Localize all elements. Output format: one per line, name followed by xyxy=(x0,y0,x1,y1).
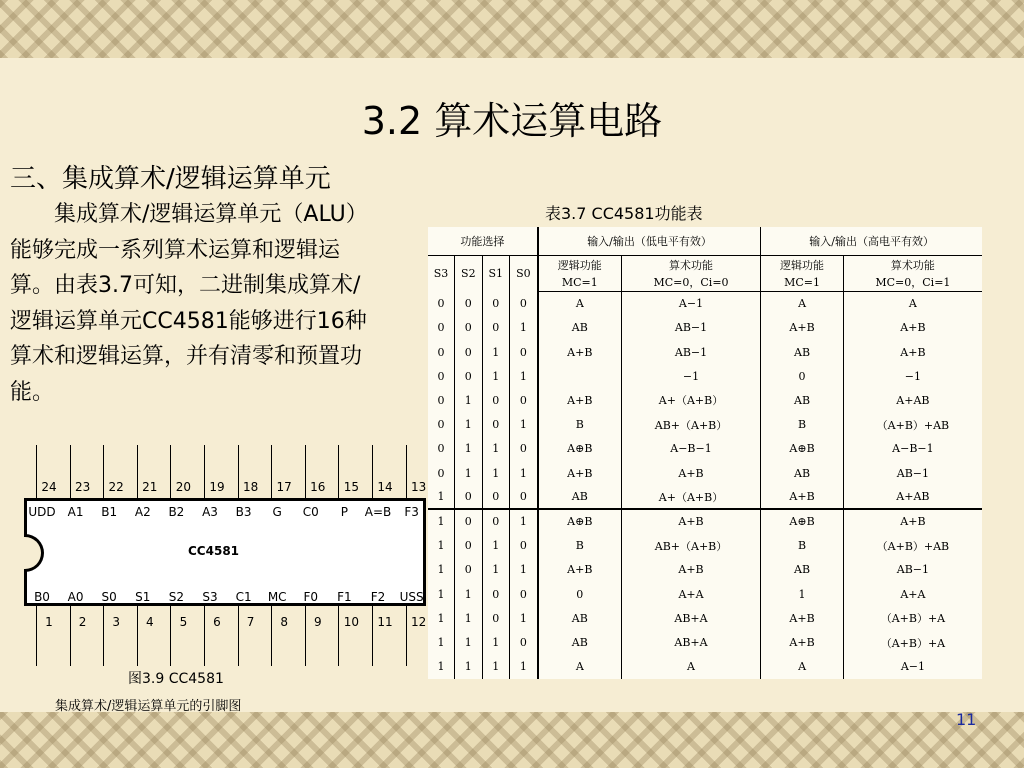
low-logic-cell: A⊕B xyxy=(538,437,621,461)
select-bit-s0: 0 xyxy=(509,340,537,364)
select-bit-s2: 1 xyxy=(455,388,482,412)
select-bit-s0: 1 xyxy=(509,558,537,582)
low-arith-cell: A+B xyxy=(621,509,761,533)
low-logic-cell: AB xyxy=(538,630,621,654)
header-s1: S1 xyxy=(482,255,509,291)
high-arith-cell: A−B−1 xyxy=(843,437,982,461)
low-logic-cell: A xyxy=(538,292,621,316)
high-logic-cell: AB xyxy=(761,558,844,582)
low-logic-cell: B xyxy=(538,534,621,558)
high-arith-cell: AB−1 xyxy=(843,558,982,582)
low-logic-cell: 0 xyxy=(538,582,621,606)
select-bit-s0: 1 xyxy=(509,316,537,340)
pin-number-top: 15 xyxy=(343,480,360,494)
select-bit-s3: 1 xyxy=(437,636,445,649)
low-logic-cell: A⊕B xyxy=(538,509,621,533)
select-bit-s3: 1 xyxy=(437,490,445,504)
pin-diagram xyxy=(18,440,427,690)
body-paragraph: 集成算术/逻辑运算单元（ALU）能够完成一系列算术运算和逻辑运算。由表3.7可知，二进制集成算术/逻辑运算单元CC4581能够进行16种算术和逻辑运算，并有清零和预置功能。 xyxy=(10,202,368,405)
high-arith-cell: （A+B）+AB xyxy=(843,534,982,558)
select-bit-s1: 0 xyxy=(482,582,509,606)
header-s3: S3 xyxy=(433,267,449,281)
header-low-logic-mc: MC=1 xyxy=(538,273,621,291)
select-bit-s1: 0 xyxy=(482,509,509,533)
pin-name-bottom: F2 xyxy=(370,590,386,604)
page-number: 11 xyxy=(956,710,977,729)
high-logic-cell: A xyxy=(761,292,844,316)
pin-number-top: 22 xyxy=(108,480,124,494)
table-row xyxy=(428,292,982,316)
select-bit-s1: 1 xyxy=(482,655,509,679)
select-bit-s3: 1 xyxy=(428,509,455,533)
select-bit-s3: 0 xyxy=(437,369,445,383)
decorative-border-top xyxy=(0,0,1024,58)
pin-number-top: 24 xyxy=(41,480,57,494)
figure-subcaption: 集成算术/逻辑运算单元的引脚图 xyxy=(55,699,242,714)
low-logic-cell: A+B xyxy=(538,340,621,364)
select-bit-s0: 0 xyxy=(509,582,537,606)
table-row xyxy=(428,316,982,340)
select-bit-s2: 0 xyxy=(455,558,482,582)
pin-name-top: UDD xyxy=(28,505,56,519)
low-arith-cell: AB−1 xyxy=(621,316,761,340)
pin-number-bottom: 5 xyxy=(179,615,188,629)
header-s2: S2 xyxy=(455,255,482,291)
select-bit-s0: 1 xyxy=(509,606,537,630)
select-bit-s3: 0 xyxy=(437,466,445,480)
select-bit-s2: 0 xyxy=(455,340,482,364)
low-logic-cell: A+B xyxy=(538,558,621,582)
low-arith-cell: AB+（A+B） xyxy=(621,534,761,558)
select-bit-s1: 1 xyxy=(482,630,509,654)
pin-name-top: C0 xyxy=(302,505,319,519)
pin-number-bottom: 9 xyxy=(313,615,322,629)
high-logic-cell: B xyxy=(761,413,844,437)
low-logic-cell: AB xyxy=(538,316,621,340)
pin-number-bottom: 3 xyxy=(112,615,120,629)
pin-name-bottom: S3 xyxy=(202,590,218,604)
low-arith-cell: AB+A xyxy=(621,606,761,630)
low-logic-cell: AB xyxy=(538,485,621,509)
select-bit-s3: 0 xyxy=(437,418,445,432)
table-row xyxy=(428,485,982,509)
low-arith-cell: A+B xyxy=(621,461,761,485)
select-bit-s2: 1 xyxy=(455,437,482,461)
pin-number-top: 20 xyxy=(175,480,192,494)
table-row xyxy=(428,534,982,558)
table-row xyxy=(428,655,982,679)
select-bit-s0: 0 xyxy=(509,292,537,316)
pin-number-top: 13 xyxy=(410,480,427,494)
table-caption: 表3.7 CC4581功能表 xyxy=(545,204,703,223)
select-bit-s2: 1 xyxy=(455,413,482,437)
pin-name-bottom: S0 xyxy=(101,590,117,604)
low-arith-cell: A xyxy=(621,655,761,679)
pin-number-top: 23 xyxy=(74,480,91,494)
pin-name-top: A2 xyxy=(134,505,151,519)
decorative-border-bottom xyxy=(0,712,1024,768)
select-bit-s2: 1 xyxy=(455,461,482,485)
select-bit-s1: 0 xyxy=(482,485,509,509)
pin-number-bottom: 7 xyxy=(246,615,255,629)
select-bit-s2: 0 xyxy=(455,485,482,509)
header-low-logic: 逻辑功能 xyxy=(538,255,621,273)
table-row xyxy=(428,364,982,388)
pin-name-bottom: F1 xyxy=(337,590,352,604)
select-bit-s2: 1 xyxy=(455,630,482,654)
high-logic-cell: B xyxy=(761,534,844,558)
table-row xyxy=(428,437,982,461)
chip-notch xyxy=(24,534,44,572)
high-logic-cell: A⊕B xyxy=(761,509,844,533)
select-bit-s3: 1 xyxy=(437,587,445,601)
select-bit-s2: 1 xyxy=(455,606,482,630)
pin-name-top: A=B xyxy=(364,505,392,519)
select-bit-s3: 0 xyxy=(437,321,445,335)
select-bit-s0: 0 xyxy=(509,630,537,654)
select-bit-s0: 1 xyxy=(509,509,537,533)
pin-name-bottom: B0 xyxy=(34,590,50,604)
pin-number-bottom: 4 xyxy=(145,615,154,629)
pin-number-bottom: 1 xyxy=(45,615,53,629)
select-bit-s2: 1 xyxy=(455,582,482,606)
pin-name-top: B2 xyxy=(168,505,185,519)
select-bit-s1: 1 xyxy=(482,534,509,558)
low-arith-cell: −1 xyxy=(621,364,761,388)
high-arith-cell: （A+B）+A xyxy=(843,630,982,654)
figure-caption: 图3.9 CC4581 xyxy=(128,671,224,687)
pin-name-top: G xyxy=(272,505,282,519)
low-logic-cell: A xyxy=(538,655,621,679)
high-logic-cell: A+B xyxy=(761,316,844,340)
pin-name-bottom: C1 xyxy=(235,590,252,604)
table-row xyxy=(428,461,982,485)
pin-name-bottom: USS xyxy=(399,590,424,604)
slide-title: 3.2 算术运算电路 xyxy=(361,99,663,143)
select-bit-s2: 0 xyxy=(455,534,482,558)
high-arith-cell: （A+B）+A xyxy=(843,606,982,630)
header-high-active: 输入/输出（高电平有效） xyxy=(761,227,982,255)
header-high-arith-mc: MC=0，Ci=1 xyxy=(843,273,982,291)
high-arith-cell: A+AB xyxy=(843,388,982,412)
pin-name-top: B3 xyxy=(235,505,252,519)
select-bit-s0: 1 xyxy=(509,461,537,485)
high-logic-cell: AB xyxy=(761,340,844,364)
table-row xyxy=(428,630,982,654)
high-arith-cell: A xyxy=(843,292,982,316)
header-s0: S0 xyxy=(509,255,537,291)
high-arith-cell: A+B xyxy=(843,509,982,533)
select-bit-s1: 1 xyxy=(482,437,509,461)
pin-number-bottom: 8 xyxy=(280,615,288,629)
table-row xyxy=(428,606,982,630)
pin-name-top: F3 xyxy=(404,505,419,519)
high-arith-cell: A−1 xyxy=(843,655,982,679)
pin-name-bottom: S2 xyxy=(168,590,185,604)
select-bit-s2: 0 xyxy=(455,292,482,316)
select-bit-s0: 1 xyxy=(509,364,537,388)
high-logic-cell: 1 xyxy=(761,582,844,606)
high-logic-cell: A⊕B xyxy=(761,437,844,461)
select-bit-s3: 0 xyxy=(437,297,445,311)
select-bit-s1: 0 xyxy=(482,388,509,412)
high-arith-cell: （A+B）+AB xyxy=(843,413,982,437)
high-arith-cell: AB−1 xyxy=(843,461,982,485)
select-bit-s1: 0 xyxy=(482,316,509,340)
low-arith-cell: AB+A xyxy=(621,630,761,654)
select-bit-s0: 0 xyxy=(509,388,537,412)
low-arith-cell: A+A xyxy=(621,582,761,606)
select-bit-s0: 0 xyxy=(509,534,537,558)
pin-name-top: A1 xyxy=(67,505,84,519)
pin-name-bottom: F0 xyxy=(303,590,319,604)
pin-number-bottom: 6 xyxy=(213,615,221,629)
header-low-active: 输入/输出（低电平有效） xyxy=(538,227,761,255)
pin-name-top: A3 xyxy=(202,505,218,519)
high-logic-cell: AB xyxy=(761,461,844,485)
select-bit-s2: 1 xyxy=(455,655,482,679)
select-bit-s3: 1 xyxy=(437,611,445,625)
select-bit-s2: 0 xyxy=(455,509,482,533)
pin-number-bottom: 11 xyxy=(377,615,393,629)
pin-number-top: 14 xyxy=(377,480,393,494)
select-bit-s0: 1 xyxy=(509,413,537,437)
select-bit-s3: 1 xyxy=(437,660,445,674)
section-heading: 三、集成算术/逻辑运算单元 xyxy=(10,164,331,194)
table-row xyxy=(428,558,982,582)
table-row xyxy=(428,413,982,437)
select-bit-s0: 0 xyxy=(509,485,537,509)
low-arith-cell: A+（A+B） xyxy=(621,485,761,509)
select-bit-s1: 0 xyxy=(482,413,509,437)
low-logic-cell xyxy=(538,364,621,388)
low-arith-cell: AB+（A+B） xyxy=(621,413,761,437)
high-logic-cell: A+B xyxy=(761,485,844,509)
low-arith-cell: A−B−1 xyxy=(621,437,761,461)
high-arith-cell: A+A xyxy=(843,582,982,606)
select-bit-s0: 1 xyxy=(509,655,537,679)
high-logic-cell: AB xyxy=(761,388,844,412)
select-bit-s3: 0 xyxy=(437,442,445,456)
select-bit-s1: 1 xyxy=(482,461,509,485)
table-row xyxy=(428,388,982,412)
pin-name-top: P xyxy=(340,505,349,519)
select-bit-s3: 1 xyxy=(437,539,445,553)
table-row xyxy=(428,340,982,364)
pin-number-top: 19 xyxy=(209,480,225,494)
table-row xyxy=(428,582,982,606)
high-logic-cell: 0 xyxy=(761,364,844,388)
header-high-logic: 逻辑功能 xyxy=(761,255,844,273)
low-logic-cell: AB xyxy=(538,606,621,630)
header-function-select: 功能选择 xyxy=(428,227,538,255)
select-bit-s1: 0 xyxy=(482,606,509,630)
low-arith-cell: A+B xyxy=(621,558,761,582)
function-table xyxy=(428,227,982,679)
pin-number-bottom: 12 xyxy=(410,615,427,629)
select-bit-s0: 0 xyxy=(509,437,537,461)
header-high-arith: 算术功能 xyxy=(843,255,982,273)
high-arith-cell: A+B xyxy=(843,316,982,340)
select-bit-s1: 1 xyxy=(482,340,509,364)
low-arith-cell: AB−1 xyxy=(621,340,761,364)
pin-number-top: 16 xyxy=(310,480,326,494)
pin-name-bottom: S1 xyxy=(135,590,151,604)
function-table-body xyxy=(428,292,982,679)
high-arith-cell: −1 xyxy=(843,364,982,388)
high-arith-cell: A+B xyxy=(843,340,982,364)
low-logic-cell: B xyxy=(538,413,621,437)
high-logic-cell: A xyxy=(761,655,844,679)
high-logic-cell: A+B xyxy=(761,630,844,654)
pin-name-bottom: A0 xyxy=(67,590,84,604)
low-logic-cell: A+B xyxy=(538,388,621,412)
pin-number-top: 18 xyxy=(242,480,259,494)
high-arith-cell: A+AB xyxy=(843,485,982,509)
select-bit-s2: 0 xyxy=(455,364,482,388)
low-logic-cell: A+B xyxy=(538,461,621,485)
select-bit-s3: 0 xyxy=(437,393,445,407)
select-bit-s2: 0 xyxy=(455,316,482,340)
high-logic-cell: A+B xyxy=(761,606,844,630)
pin-number-top: 21 xyxy=(142,480,158,494)
low-arith-cell: A−1 xyxy=(621,292,761,316)
select-bit-s1: 1 xyxy=(482,558,509,582)
pin-name-bottom: MC xyxy=(267,590,287,604)
table-row xyxy=(428,509,982,533)
select-bit-s3: 0 xyxy=(437,345,445,359)
header-low-arith-mc: MC=0，Ci=0 xyxy=(621,273,761,291)
header-high-logic-mc: MC=1 xyxy=(761,273,844,291)
low-arith-cell: A+（A+B） xyxy=(621,388,761,412)
pin-name-top: B1 xyxy=(101,505,118,519)
select-bit-s1: 0 xyxy=(482,292,509,316)
select-bit-s1: 1 xyxy=(482,364,509,388)
chip-label: CC4581 xyxy=(188,544,240,558)
select-bit-s3: 1 xyxy=(437,563,445,577)
pin-number-bottom: 10 xyxy=(343,615,360,629)
pin-number-bottom: 2 xyxy=(78,615,87,629)
header-low-arith: 算术功能 xyxy=(621,255,761,273)
pin-number-top: 17 xyxy=(276,480,292,494)
